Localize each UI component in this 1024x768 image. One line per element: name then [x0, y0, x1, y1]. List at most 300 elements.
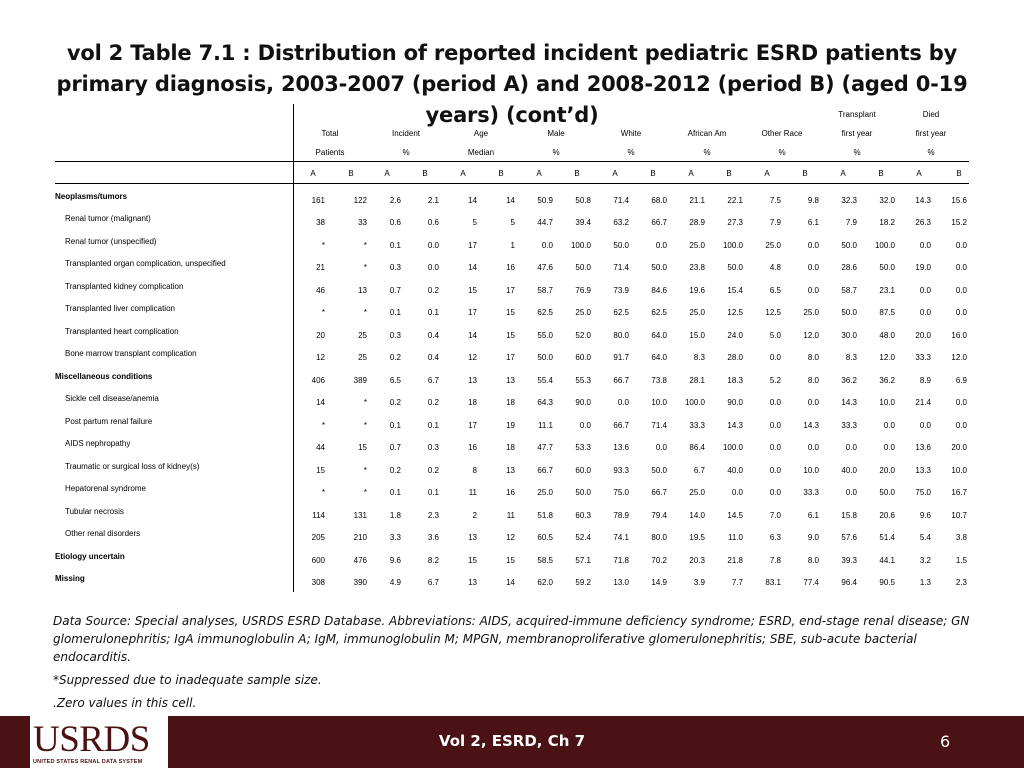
- table-cell: 39.4: [575, 218, 591, 227]
- table-cell: 2.3: [955, 578, 967, 587]
- table-cell: 44: [316, 443, 325, 452]
- table-cell: 0.0: [845, 488, 857, 497]
- table-cell: 62.5: [651, 308, 667, 317]
- row-label: Other renal disorders: [65, 529, 141, 538]
- table-cell: 47.6: [537, 263, 553, 272]
- table-cell: 74.1: [613, 533, 629, 542]
- table-cell: 52.4: [575, 533, 591, 542]
- table-cell: 64.0: [651, 331, 667, 340]
- table-cell: 19.6: [689, 286, 705, 295]
- table-cell: 0.0: [807, 443, 819, 452]
- table-cell: 12: [468, 353, 477, 362]
- table-cell: 21.1: [689, 196, 705, 205]
- table-cell: 60.0: [575, 466, 591, 475]
- table-cell: 17: [506, 286, 515, 295]
- table-cell: 0.0: [427, 241, 439, 250]
- table-cell: *: [363, 466, 367, 475]
- table-cell: 15: [506, 556, 515, 565]
- table-cell: 58.5: [537, 556, 553, 565]
- table-cell: 17: [468, 421, 477, 430]
- table-cell: 6.9: [955, 376, 967, 385]
- table-cell: 80.0: [651, 533, 667, 542]
- table-cell: 21: [316, 263, 325, 272]
- table-cell: 10.0: [951, 466, 967, 475]
- row-label: Neoplasms/tumors: [55, 192, 128, 201]
- column-header-l3: %: [853, 148, 861, 157]
- table-cell: 9.6: [389, 556, 401, 565]
- period-header: B: [726, 169, 732, 178]
- table-cell: 12.5: [727, 308, 743, 317]
- column-header-l3: %: [703, 148, 711, 157]
- table-cell: 1.3: [919, 578, 931, 587]
- table-cell: 6.7: [693, 466, 705, 475]
- table-cell: 73.9: [613, 286, 629, 295]
- table-cell: 32.0: [879, 196, 895, 205]
- table-cell: 100.0: [570, 241, 591, 250]
- table-cell: 79.4: [651, 511, 667, 520]
- column-header-l3: %: [402, 148, 410, 157]
- table-cell: 20: [316, 331, 325, 340]
- table-cell: 14.0: [689, 511, 705, 520]
- table-cell: 30.0: [841, 331, 857, 340]
- table-cell: 10.0: [651, 398, 667, 407]
- table-cell: 46: [316, 286, 325, 295]
- table-cell: 8.9: [919, 376, 931, 385]
- table-cell: 20.0: [879, 466, 895, 475]
- table-cell: 66.7: [613, 376, 629, 385]
- row-label: Traumatic or surgical loss of kidney(s): [65, 462, 200, 471]
- table-cell: 14.3: [803, 421, 819, 430]
- table-cell: 16.0: [951, 331, 967, 340]
- table-cell: 20.0: [915, 331, 931, 340]
- table-cell: 12: [316, 353, 325, 362]
- table-cell: 308: [311, 578, 325, 587]
- table-cell: 15.6: [951, 196, 967, 205]
- table-cell: 15: [468, 286, 477, 295]
- table-divider-header: [55, 161, 969, 162]
- table-cell: 0.4: [427, 331, 439, 340]
- table-cell: 55.0: [537, 331, 553, 340]
- table-cell: 0.0: [919, 308, 931, 317]
- table-cell: 20.0: [951, 443, 967, 452]
- table-cell: 28.1: [689, 376, 705, 385]
- table-cell: 5: [472, 218, 477, 227]
- table-cell: 71.4: [613, 196, 629, 205]
- table-cell: 8.0: [807, 376, 819, 385]
- table-cell: 90.0: [727, 398, 743, 407]
- table-cell: 32.3: [841, 196, 857, 205]
- table-cell: 0.0: [919, 241, 931, 250]
- table-cell: 44.7: [537, 218, 553, 227]
- table-cell: 13: [358, 286, 367, 295]
- table-cell: 13.3: [915, 466, 931, 475]
- table-cell: *: [321, 241, 325, 250]
- logo-wordmark: USRDS: [33, 719, 150, 760]
- period-header: A: [840, 169, 846, 178]
- table-cell: 50.0: [651, 466, 667, 475]
- table-cell: 8.0: [807, 353, 819, 362]
- table-cell: 0.6: [389, 218, 401, 227]
- table-cell: 14.5: [727, 511, 743, 520]
- table-cell: 11: [468, 488, 477, 497]
- column-header-l3: %: [927, 148, 935, 157]
- table-cell: 5.0: [769, 331, 781, 340]
- table-cell: 14: [468, 263, 477, 272]
- row-label: Transplanted organ complication, unspecified: [65, 259, 226, 268]
- table-cell: 11: [506, 511, 515, 520]
- table-cell: 25.0: [689, 308, 705, 317]
- table-cell: 0.0: [617, 398, 629, 407]
- table-cell: 15: [316, 466, 325, 475]
- table-cell: 0.0: [955, 241, 967, 250]
- table-cell: 3.3: [389, 533, 401, 542]
- table-cell: 6.5: [769, 286, 781, 295]
- table-cell: 87.5: [879, 308, 895, 317]
- table-cell: 68.0: [651, 196, 667, 205]
- period-header: B: [348, 169, 354, 178]
- table-cell: 122: [353, 196, 367, 205]
- table-cell: 50.0: [879, 263, 895, 272]
- table-cell: 25.0: [575, 308, 591, 317]
- period-header: B: [878, 169, 884, 178]
- table-cell: 33.3: [841, 421, 857, 430]
- table-divider-subheader: [55, 183, 969, 184]
- table-cell: 91.7: [613, 353, 629, 362]
- table-cell: 3.6: [427, 533, 439, 542]
- data-table: [55, 104, 973, 592]
- table-cell: 6.7: [427, 578, 439, 587]
- table-cell: 0.0: [883, 421, 895, 430]
- table-cell: 55.4: [537, 376, 553, 385]
- period-header: B: [956, 169, 962, 178]
- table-cell: *: [321, 488, 325, 497]
- table-cell: 12: [506, 533, 515, 542]
- table-cell: 25: [358, 353, 367, 362]
- table-cell: 60.0: [575, 353, 591, 362]
- table-cell: 27.3: [727, 218, 743, 227]
- page-number: 6: [940, 732, 951, 751]
- table-cell: 36.2: [879, 376, 895, 385]
- table-cell: 47.7: [537, 443, 553, 452]
- table-cell: 18.2: [879, 218, 895, 227]
- table-cell: 75.0: [613, 488, 629, 497]
- table-cell: 17: [506, 353, 515, 362]
- table-cell: 0.0: [769, 398, 781, 407]
- column-header-l2: African Am: [687, 129, 727, 138]
- table-cell: 44.1: [879, 556, 895, 565]
- table-cell: 18.3: [727, 376, 743, 385]
- column-header-l2: Other Race: [761, 129, 803, 138]
- table-cell: 15: [468, 556, 477, 565]
- table-cell: 0.0: [919, 421, 931, 430]
- table-cell: 0.0: [883, 443, 895, 452]
- table-cell: 13: [506, 376, 515, 385]
- table-cell: *: [321, 421, 325, 430]
- table-cell: 0.0: [955, 308, 967, 317]
- table-cell: 83.1: [765, 578, 781, 587]
- table-cell: 161: [311, 196, 325, 205]
- column-header-l2: Male: [547, 129, 565, 138]
- footnotes: [53, 612, 983, 712]
- table-cell: 3.9: [693, 578, 705, 587]
- table-cell: *: [363, 308, 367, 317]
- table-cell: 0.0: [731, 488, 743, 497]
- table-cell: 21.4: [915, 398, 931, 407]
- table-cell: 0.0: [807, 286, 819, 295]
- table-cell: 7.5: [769, 196, 781, 205]
- table-cell: 0.1: [389, 308, 401, 317]
- table-cell: 50.0: [575, 488, 591, 497]
- column-header-l2: Total: [321, 129, 339, 138]
- table-cell: 8.3: [693, 353, 705, 362]
- table-cell: 14: [506, 578, 515, 587]
- table-cell: 11.0: [728, 533, 743, 542]
- table-cell: 96.4: [841, 578, 857, 587]
- table-cell: 19.5: [689, 533, 705, 542]
- table-cell: 0.0: [845, 443, 857, 452]
- logo-subtext: UNITED STATES RENAL DATA SYSTEM: [33, 759, 143, 765]
- table-cell: 0.0: [955, 398, 967, 407]
- period-header: B: [802, 169, 808, 178]
- table-cell: 14: [468, 196, 477, 205]
- table-cell: 52.0: [575, 331, 591, 340]
- row-label: Miscellaneous conditions: [55, 372, 153, 381]
- table-cell: 78.9: [613, 511, 629, 520]
- table-cell: 0.2: [389, 398, 401, 407]
- table-cell: 33.3: [915, 353, 931, 362]
- column-header-l2: first year: [841, 129, 873, 138]
- table-cell: 62.0: [537, 578, 553, 587]
- table-cell: 0.0: [769, 353, 781, 362]
- table-cell: 50.0: [841, 308, 857, 317]
- column-header-l1: Transplant: [838, 110, 876, 119]
- table-cell: 20.3: [689, 556, 705, 565]
- table-cell: 50.0: [575, 263, 591, 272]
- table-cell: 8.3: [845, 353, 857, 362]
- table-cell: 55.3: [575, 376, 591, 385]
- row-label: Transplanted liver complication: [65, 304, 175, 313]
- table-cell: *: [321, 308, 325, 317]
- column-header-l3: %: [627, 148, 635, 157]
- table-cell: 48.0: [879, 331, 895, 340]
- table-cell: 15.2: [951, 218, 967, 227]
- table-cell: 0.2: [427, 466, 439, 475]
- table-cell: 25: [358, 331, 367, 340]
- table-cell: 10.7: [951, 511, 967, 520]
- table-cell: 60.5: [537, 533, 553, 542]
- table-cell: 58.7: [537, 286, 553, 295]
- column-header-l3: %: [778, 148, 786, 157]
- table-cell: 13.6: [915, 443, 931, 452]
- table-cell: 6.3: [769, 533, 781, 542]
- table-cell: 390: [353, 578, 367, 587]
- table-cell: 14.3: [841, 398, 857, 407]
- table-cell: 33.3: [689, 421, 705, 430]
- table-cell: 10.0: [803, 466, 819, 475]
- table-cell: 12.0: [879, 353, 895, 362]
- table-cell: 93.3: [613, 466, 629, 475]
- period-header: A: [688, 169, 694, 178]
- table-cell: 14: [468, 331, 477, 340]
- table-cell: 100.0: [684, 398, 705, 407]
- table-cell: 6.5: [389, 376, 401, 385]
- table-cell: 6.7: [427, 376, 439, 385]
- row-label: Transplanted heart complication: [65, 327, 179, 336]
- table-cell: 0.2: [427, 398, 439, 407]
- table-cell: 8.2: [427, 556, 439, 565]
- column-header-l2: Incident: [391, 129, 421, 138]
- period-header: A: [612, 169, 618, 178]
- table-cell: 12.0: [803, 331, 819, 340]
- table-cell: 64.3: [537, 398, 553, 407]
- table-cell: 25.0: [689, 488, 705, 497]
- table-cell: 0.3: [389, 263, 401, 272]
- table-cell: *: [363, 398, 367, 407]
- table-cell: 19: [506, 421, 515, 430]
- table-cell: 9.0: [807, 533, 819, 542]
- table-cell: 18: [468, 398, 477, 407]
- table-cell: 0.0: [541, 241, 553, 250]
- table-cell: 18: [506, 398, 515, 407]
- table-cell: 100.0: [722, 241, 743, 250]
- table-cell: 14.9: [651, 578, 667, 587]
- table-cell: 84.6: [651, 286, 667, 295]
- column-header-l3: Patients: [315, 148, 345, 157]
- table-cell: 0.0: [769, 443, 781, 452]
- table-cell: 15: [358, 443, 367, 452]
- table-cell: 25.0: [537, 488, 553, 497]
- table-cell: 59.2: [575, 578, 591, 587]
- table-cell: 0.2: [427, 286, 439, 295]
- table-cell: 0.1: [427, 308, 439, 317]
- table-cell: 13: [468, 376, 477, 385]
- table-cell: 0.2: [389, 466, 401, 475]
- table-cell: 23.8: [689, 263, 705, 272]
- table-cell: 50.0: [727, 263, 743, 272]
- row-label: Post partum renal failure: [65, 417, 153, 426]
- table-cell: 15.4: [727, 286, 743, 295]
- table-cell: 25.0: [803, 308, 819, 317]
- table-cell: 13: [506, 466, 515, 475]
- row-label: Renal tumor (malignant): [65, 214, 151, 223]
- row-label: AIDS nephropathy: [65, 439, 131, 448]
- table-cell: 70.2: [651, 556, 667, 565]
- table-cell: 57.6: [841, 533, 857, 542]
- table-cell: 9.6: [919, 511, 931, 520]
- table-cell: 11.1: [538, 421, 553, 430]
- footer-chapter-label: Vol 2, ESRD, Ch 7: [438, 732, 586, 750]
- table-cell: *: [363, 241, 367, 250]
- table-cell: 12.5: [765, 308, 781, 317]
- slide-title: vol 2 Table 7.1 : Distribution of reported incident pediatric ESRD patients by primary diagnosis, 2003-2007 (period A) and 2008-2012 (period B) (aged 0-19 years) (cont’d): [56, 41, 968, 127]
- table-cell: 66.7: [651, 218, 667, 227]
- table-cell: 2.1: [427, 196, 439, 205]
- period-header: A: [764, 169, 770, 178]
- table-cell: 60.3: [575, 511, 591, 520]
- table-cell: 50.0: [613, 241, 629, 250]
- table-cell: 28.6: [841, 263, 857, 272]
- table-cell: 14.3: [915, 196, 931, 205]
- table-cell: 4.9: [389, 578, 401, 587]
- table-cell: 3.8: [955, 533, 967, 542]
- period-header: A: [310, 169, 316, 178]
- table-cell: 63.2: [613, 218, 629, 227]
- table-cell: 0.1: [389, 241, 401, 250]
- table-cell: 62.5: [537, 308, 553, 317]
- table-cell: 26.3: [915, 218, 931, 227]
- table-cell: 8.0: [807, 556, 819, 565]
- table-cell: 71.8: [613, 556, 629, 565]
- table-cell: 0.3: [389, 331, 401, 340]
- footnote-zero: .Zero values in this cell.: [53, 696, 197, 710]
- column-header-l3: %: [552, 148, 560, 157]
- row-label: Bone marrow transplant complication: [65, 349, 197, 358]
- table-cell: 406: [311, 376, 325, 385]
- column-header-l2: Age: [473, 129, 489, 138]
- table-cell: 16.7: [951, 488, 967, 497]
- table-cell: 0.0: [807, 263, 819, 272]
- table-cell: 0.0: [919, 286, 931, 295]
- table-cell: 40.0: [841, 466, 857, 475]
- table-cell: 62.5: [613, 308, 629, 317]
- table-cell: 6.1: [807, 218, 819, 227]
- table-cell: 114: [312, 511, 325, 520]
- table-cell: 7.7: [731, 578, 743, 587]
- table-cell: 5.4: [919, 533, 931, 542]
- table-cell: 18: [506, 443, 515, 452]
- table-cell: 131: [353, 511, 367, 520]
- table-cell: 14: [506, 196, 515, 205]
- table-cell: 14.3: [727, 421, 743, 430]
- table-cell: 0.0: [807, 241, 819, 250]
- table-cell: 8: [472, 466, 477, 475]
- table-cell: 23.1: [879, 286, 895, 295]
- table-cell: 0.0: [427, 263, 439, 272]
- table-cell: 6.1: [807, 511, 819, 520]
- table-cell: 0.3: [427, 443, 439, 452]
- row-label: Etiology uncertain: [55, 552, 125, 561]
- table-cell: 66.7: [613, 421, 629, 430]
- table-cell: 0.1: [389, 421, 401, 430]
- table-cell: 0.6: [427, 218, 439, 227]
- table-cell: 39.3: [841, 556, 857, 565]
- table-cell: 28.0: [727, 353, 743, 362]
- table-cell: 33: [358, 218, 367, 227]
- table-cell: *: [363, 421, 367, 430]
- period-header: A: [536, 169, 542, 178]
- table-cell: 0.0: [955, 263, 967, 272]
- table-cell: 75.0: [915, 488, 931, 497]
- period-header: B: [422, 169, 428, 178]
- table-cell: 40.0: [727, 466, 743, 475]
- table-cell: *: [363, 263, 367, 272]
- table-cell: 50.0: [841, 241, 857, 250]
- table-cell: 20.6: [879, 511, 895, 520]
- table-cell: 28.9: [689, 218, 705, 227]
- table-cell: 0.0: [579, 421, 591, 430]
- table-cell: 600: [311, 556, 325, 565]
- table-cell: 66.7: [651, 488, 667, 497]
- row-label: Hepatorenal syndrome: [65, 484, 146, 493]
- table-cell: 7.9: [769, 218, 781, 227]
- column-header-l2: first year: [915, 129, 947, 138]
- table-cell: 0.0: [955, 421, 967, 430]
- table-cell: 1: [510, 241, 515, 250]
- table-cell: 0.0: [655, 443, 667, 452]
- table-cell: 73.8: [651, 376, 667, 385]
- table-cell: 205: [311, 533, 325, 542]
- table-cell: 51.8: [537, 511, 553, 520]
